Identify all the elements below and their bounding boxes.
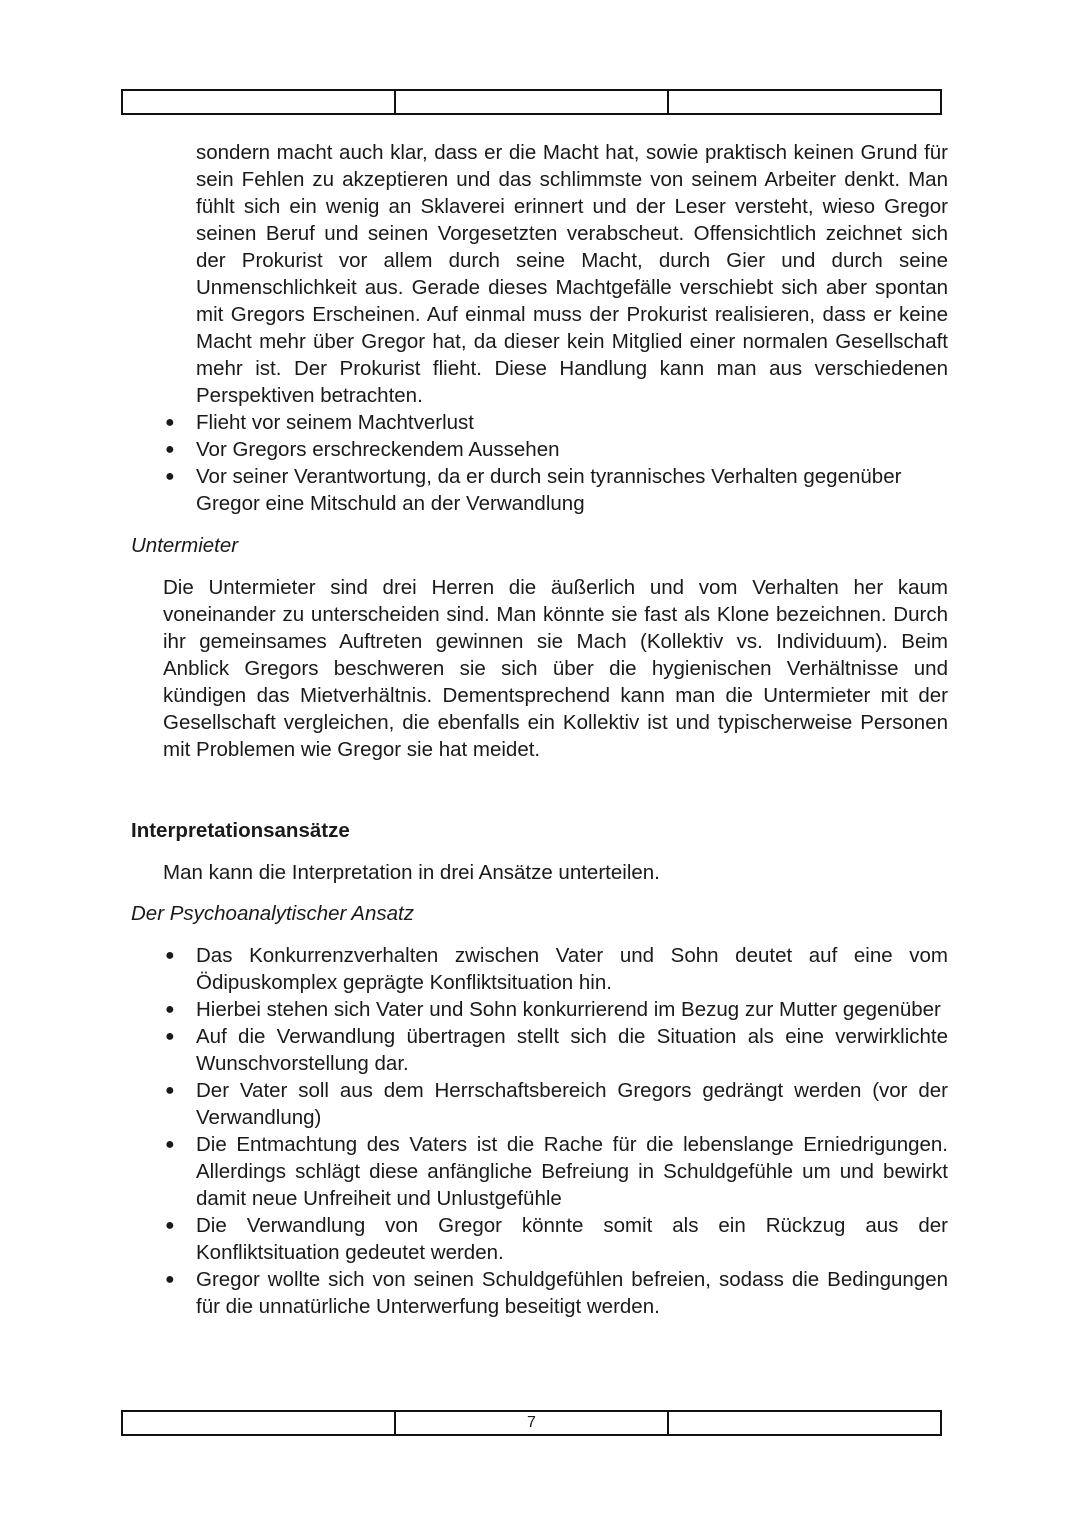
bullet-icon: ● bbox=[165, 441, 175, 458]
psychoanalytic-heading: Der Psychoanalytischer Ansatz bbox=[131, 902, 414, 925]
page-number: 7 bbox=[396, 1412, 669, 1434]
header-cell-left bbox=[123, 91, 396, 113]
list-item bbox=[165, 1023, 948, 1077]
list-item-text: Vor seiner Verantwortung, da er durch sein tyrannisches Verhalten gegenüber Gregor eine Mitschuld an der Verwandlung bbox=[196, 465, 902, 515]
list-item-text: Vor Gregors erschreckendem Aussehen bbox=[196, 438, 560, 461]
list-item bbox=[165, 409, 948, 436]
bullet-icon: ● bbox=[165, 1136, 175, 1153]
list-item-text: Auf die Verwandlung übertragen stellt sich die Situation als eine verwirklichte Wunschvorstellung dar. bbox=[196, 1025, 948, 1075]
untermieter-heading: Untermieter bbox=[131, 534, 239, 557]
bullet-icon: ● bbox=[165, 414, 175, 431]
list-item-text: Hierbei stehen sich Vater und Sohn konkurrierend im Bezug zur Mutter gegenüber bbox=[196, 998, 941, 1021]
section-intro: Man kann die Interpretation in drei Ansätze unterteilen. bbox=[163, 861, 660, 884]
section-heading: Interpretationsansätze bbox=[131, 819, 350, 842]
list-item bbox=[165, 463, 948, 517]
bullet-icon: ● bbox=[165, 1082, 175, 1099]
bullet-icon: ● bbox=[165, 1217, 175, 1234]
list-item-text: Das Konkurrenzverhalten zwischen Vater und Sohn deutet auf eine vom Ödipuskomplex geprägte Konfliktsituation hin. bbox=[196, 944, 948, 994]
list-item-text: Flieht vor seinem Machtverlust bbox=[196, 411, 474, 434]
list-item bbox=[165, 1212, 948, 1266]
footer-cell-right bbox=[669, 1412, 940, 1434]
header-cell-right bbox=[669, 91, 940, 113]
list-item-text: Gregor wollte sich von seinen Schuldgefühlen befreien, sodass die Bedingungen für die unnatürliche Unterwerfung beseitigt werden. bbox=[196, 1268, 948, 1318]
untermieter-paragraph: Die Untermieter sind drei Herren die äußerlich und vom Verhalten her kaum voneinander zu unterscheiden sind. Man könnte sie fast als Klone bezeichnen. Durch ihr gemeinsames Auftreten gewinnen sie Mach (Kollektiv vs. Individuum). Beim Anblick Gregors beschweren sie sich über die hygienischen Verhältnisse und kündigen das Mietverhältnis. Dementsprechend kann man die Untermieter mit der Gesellschaft vergleichen, die ebenfalls ein Kollektiv ist und typischerweise Personen mit Problemen wie Gregor sie hat meidet. bbox=[163, 576, 948, 761]
prokurist-paragraph: sondern macht auch klar, dass er die Macht hat, sowie praktisch keinen Grund für sein Fehlen zu akzeptieren und das schlimmste von seinem Arbeiter denkt. Man fühlt sich ein wenig an Sklaverei erinnert und der Leser versteht, wieso Gregor seinen Beruf und seinen Vorgesetzten verabscheut. Offensichtlich zeichnet sich der Prokurist vor allem durch seine Macht, durch Gier und durch seine Unmenschlichkeit aus. Gerade dieses Machtgefälle verschiebt sich aber spontan mit Gregors Erscheinen. Auf einmal muss der Prokurist realisieren, dass er keine Macht mehr über Gregor hat, da dieser kein Mitglied einer normalen Gesellschaft mehr ist. Der Prokurist flieht. Diese Handlung kann man aus verschiedenen Perspektiven betrachten. bbox=[196, 141, 948, 407]
bullet-icon: ● bbox=[165, 468, 175, 485]
list-item-text: Die Verwandlung von Gregor könnte somit als ein Rückzug aus der Konfliktsituation gedeutet werden. bbox=[196, 1214, 948, 1264]
prokurist-bullet-list bbox=[165, 409, 948, 517]
list-item bbox=[165, 1077, 948, 1131]
bullet-icon: ● bbox=[165, 947, 175, 964]
list-item bbox=[165, 942, 948, 996]
list-item-text: Der Vater soll aus dem Herrschaftsbereich Gregors gedrängt werden (vor der Verwandlung) bbox=[196, 1079, 948, 1129]
list-item bbox=[165, 436, 948, 463]
footer-cell-left bbox=[123, 1412, 396, 1434]
header-table bbox=[121, 89, 942, 115]
bullet-icon: ● bbox=[165, 1001, 175, 1018]
list-item bbox=[165, 1131, 948, 1212]
psychoanalytic-bullet-list bbox=[165, 942, 948, 1320]
bullet-icon: ● bbox=[165, 1028, 175, 1045]
header-cell-center bbox=[396, 91, 669, 113]
bullet-icon: ● bbox=[165, 1271, 175, 1288]
list-item-text: Die Entmachtung des Vaters ist die Rache für die lebenslange Erniedrigungen. Allerdings schlägt diese anfängliche Befreiung in Schuldgefühle um und bewirkt damit neue Unfreiheit und Unlustgefühle bbox=[196, 1133, 948, 1210]
list-item bbox=[165, 996, 948, 1023]
footer-table bbox=[121, 1410, 942, 1436]
list-item bbox=[165, 1266, 948, 1320]
